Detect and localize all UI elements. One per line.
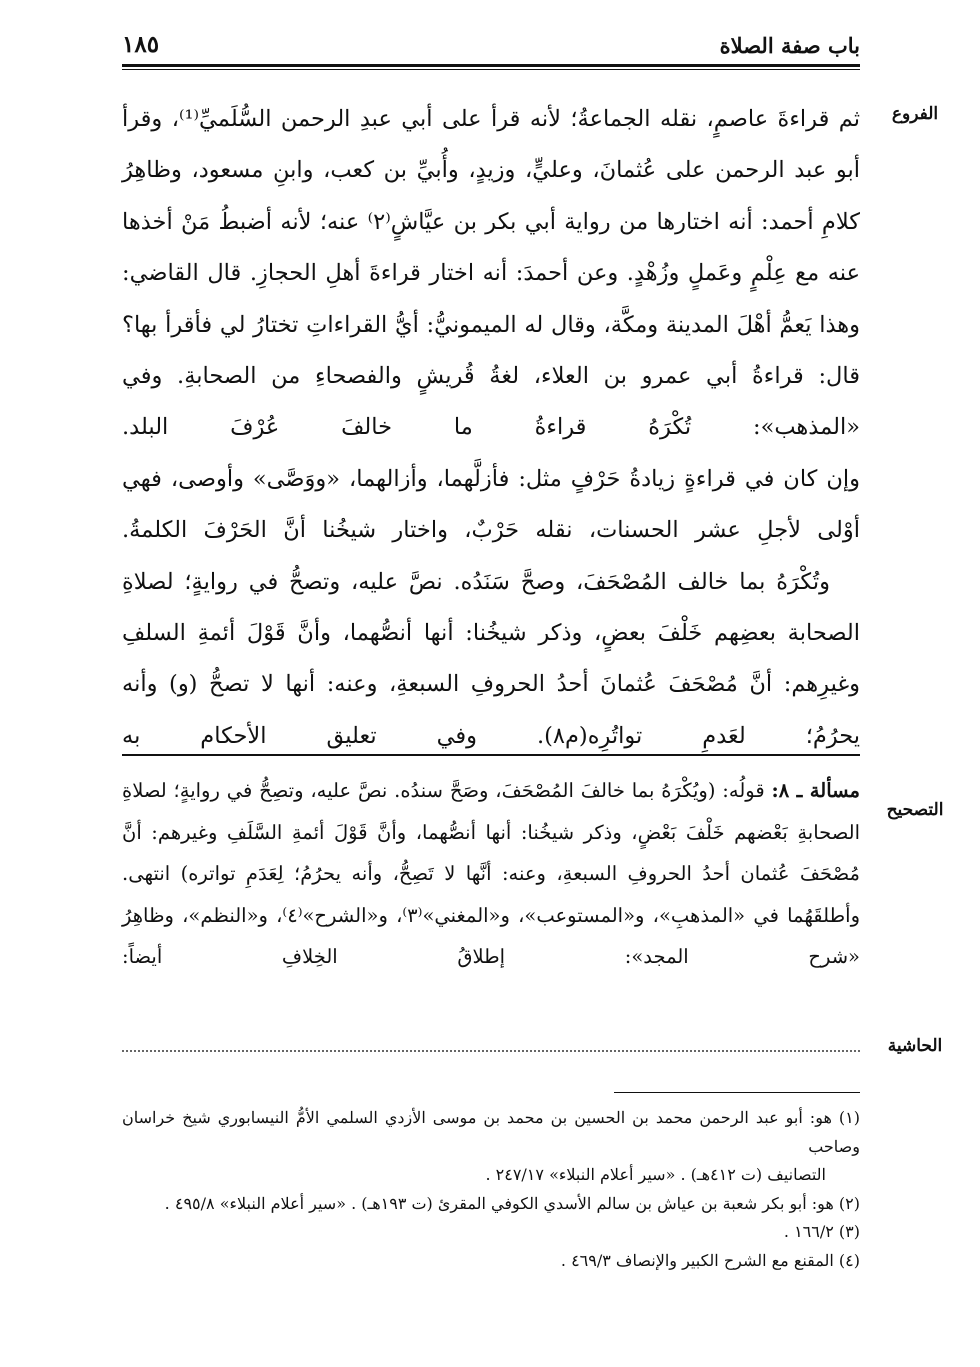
furu-paragraph-1: ثم قراءةَ عاصمٍ، نقله الجماعةُ؛ لأنه قرأ على أبي عبدِ الرحمن السُّلَميِّ⁽¹⁾، وقرأ أبو عبد الرحمن على عُثمانَ، وعليٍّ، وزيدٍ، وأُبيِّ بن كعب، وابنِ مسعود، وظاهِرُ كلامِ أحمد: أنه اختارها من رواية أبي بكر بن عيَّاشٍ⁽٢⁾ عنه؛ لأنه أضبطُ مَنْ أخذها عنه مع عِلْمٍ وعَملٍ وزُهْدٍ. وعن أحمدَ: أنه اختار قراءةَ أهلِ الحجازِ. قال القاضي: وهذا يَعمُّ أهْلَ المدينة ومكَّة، وقال له الميمونيُّ: أيُّ القراءاتِ تختارُ لي فأقرأ بها؟ قال: قراءةُ أبي عمرو بن العلاء، لغةُ قُريشٍ والفصحاءِ من الصحابةِ. وفي «المذهب»: تُكْرَهُ قراءةُ ما خالفَ عُرْفَ البلد. bbox=[122, 106, 861, 441]
furu-paragraph-2: وإن كان في قراءةٍ زيادةُ حَرْفٍ مثل: فأزلَّهما، وأزالهما، «ووَصَّى» وأوصى، فهي أوْلى لأجلِ عشر الحسنات، نقله حَرْبٌ، واختار شيخُنا أنَّ الحَرْفَ الكلمةُ. bbox=[122, 465, 860, 544]
tashih-section bbox=[122, 770, 860, 978]
footnote-2: (٢) هو: أبو بكر شعبة بن عياش بن سالم الأسدي الكوفي المقرئ (ت ١٩٣هـ) . «سير أعلام النبلاء» ٤٩٥/٨ . bbox=[164, 1193, 860, 1213]
footnote-1-continued: التصانيف (ت ٤١٢هـ) . «سير أعلام النبلاء» ٢٤٧/١٧ . bbox=[485, 1165, 826, 1184]
issue-label: مسألة ـ ٨: bbox=[771, 779, 860, 802]
margin-label-furu: الفروع bbox=[891, 104, 939, 124]
header-rule-thick bbox=[122, 64, 860, 67]
footnote-4: (٤) المقنع مع الشرح الكبير والإنصاف ٤٦٩/٣ . bbox=[560, 1250, 860, 1270]
page-number: ١٨٥ bbox=[122, 31, 160, 58]
footnote-rule bbox=[614, 1092, 860, 1093]
footnotes bbox=[122, 1104, 860, 1275]
footnote-1: (١) هو: أبو عبد الرحمن محمد بن الحسين بن محمد بن موسى الأزدي السلمي الأمُّ النيسابوري شيخ خراسان وصاحب bbox=[122, 1108, 860, 1156]
furu-paragraph-3: وتُكْرَهُ بما خالف المُصْحَفَ، وصحَّ سَنَدُه. نصَّ عليه، وتصحُّ في روايةٍ؛ لصلاةِ الصحابة بعضِهم خَلْفَ بعضٍ، وذكر شيخُنا: أنها أنصُّهما، وأنَّ قَوْلَ أئمةِ السلفِ وغيرِهم: أنَّ مُصْحَفَ عُثمانَ أحدُ الحروفِ السبعةِ، وعنه: أنها لا تصحُّ (و) وأنه يحرُمُ؛ لعَدمِ تواتُرِه(م٨). وفي تعليق الأحكام به bbox=[122, 568, 860, 749]
chapter-title: باب صفة الصلاة bbox=[719, 33, 860, 58]
footnote-3: (٣) ١٦٦/٢ . bbox=[783, 1222, 860, 1241]
tashih-text: قولُه: (ويُكْرَهُ بما خالفَ المُصْحَفَ، وصَحَّ سندُه. نصَّ عليه، وتصِحُّ في روايةٍ؛ لصلاةِ الصحابةِ بَعْضهم خَلْفَ بَعْضٍ، وذكر شيخُنا: أنها أنصُّهما، وأنَّ قَوْلَ أئمةِ السَّلَفِ وغيرهم: أنَّ مُصْحَفَ عُثمان أحدُ الحروفِ السبعةِ، وعنه: أنَّها لا تَصِحُّ، وأنه يحرُمُ؛ لِعَدَمِ تواتره) انتهى. وأطلقَهُما في «المذهبِ»، و«المستوعب»، و«المغني»⁽٣⁾، و«الشرح»⁽٤⁾، و«النظم»، وظاهِرُ «شرح المجد»: إطلاقُ الخِلافِ أيضاً: bbox=[122, 779, 860, 968]
header-rule-thin bbox=[122, 69, 860, 70]
running-header bbox=[122, 28, 860, 58]
margin-label-tashih: التصحيح bbox=[886, 800, 944, 820]
section-divider bbox=[122, 754, 860, 756]
margin-label-hashiya: الحاشية bbox=[887, 1036, 943, 1056]
hashiya-dotted-line bbox=[122, 1030, 860, 1052]
tashih-paragraph bbox=[122, 770, 860, 978]
furu-section bbox=[122, 94, 860, 762]
